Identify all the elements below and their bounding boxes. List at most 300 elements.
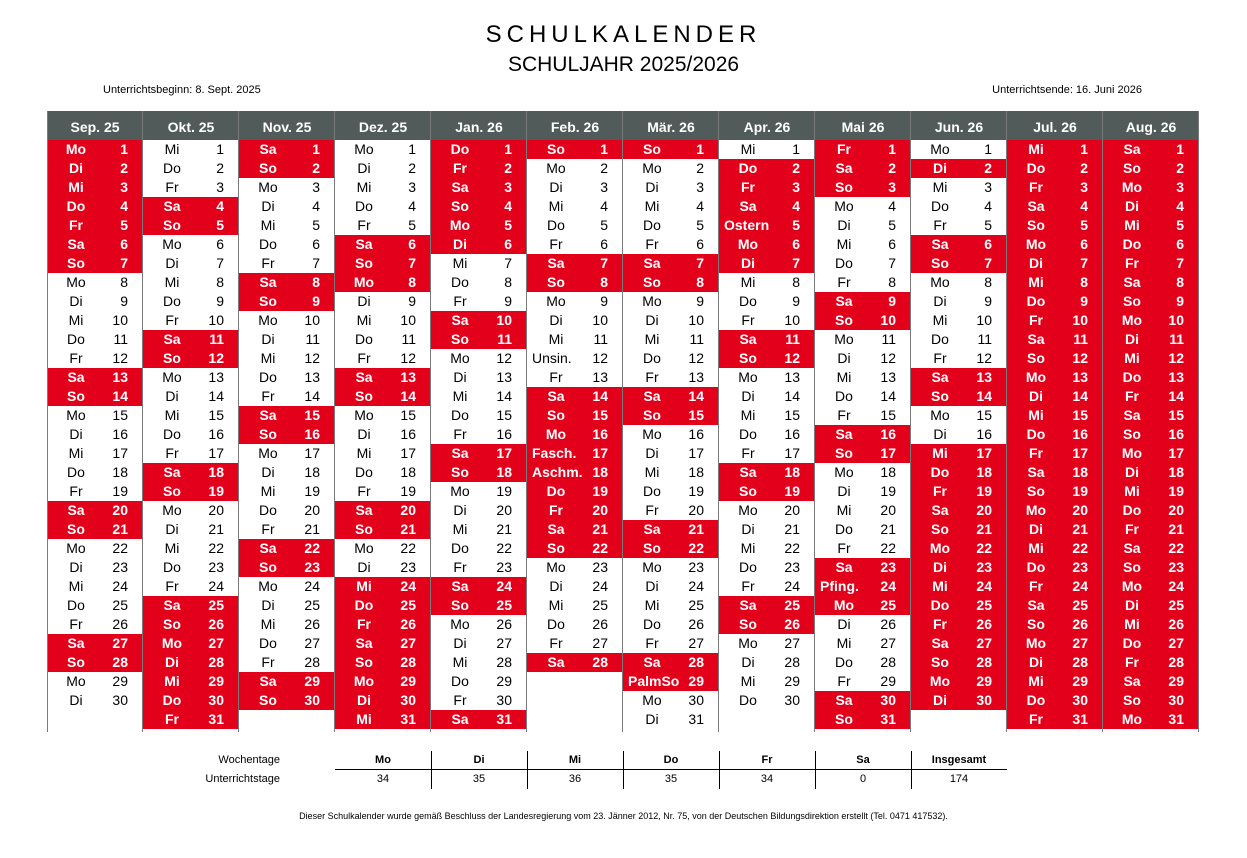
school-day-row: [239, 463, 335, 482]
school-day-row: [47, 539, 143, 558]
holiday-day-row: [1103, 634, 1199, 653]
weekday-label: Di: [1029, 521, 1043, 537]
weekday-label: Do: [259, 236, 277, 252]
day-number: 22: [112, 540, 128, 556]
day-number: 6: [696, 236, 704, 252]
school-day-row: [527, 634, 623, 653]
day-number: 26: [400, 616, 416, 632]
holiday-day-row: [431, 330, 527, 349]
holiday-day-row: [719, 482, 815, 501]
day-number: 1: [696, 141, 704, 157]
weekday-label: Fr: [1029, 711, 1043, 727]
day-number: 21: [208, 521, 224, 537]
weekday-label: Do: [738, 160, 758, 176]
weekday-label: Fr: [357, 217, 371, 233]
holiday-day-row: [47, 216, 143, 235]
weekday-label: Sa: [67, 236, 85, 252]
school-day-row: [719, 520, 815, 539]
school-day-row: [335, 178, 431, 197]
day-number: 27: [784, 635, 800, 651]
day-number: 27: [304, 635, 320, 651]
weekday-label: Di: [69, 293, 83, 309]
school-day-row: [719, 539, 815, 558]
day-number: 3: [1176, 179, 1184, 195]
weekday-label: So: [835, 445, 853, 461]
day-number: 2: [984, 160, 992, 176]
day-number: 20: [112, 502, 128, 518]
day-number: 24: [592, 578, 608, 594]
day-number: 15: [304, 407, 320, 423]
weekday-label: Do: [162, 692, 182, 708]
day-number: 21: [400, 521, 416, 537]
summary-column: [335, 751, 431, 789]
weekday-label: Sa: [1123, 407, 1141, 423]
holiday-day-row: [335, 672, 431, 691]
holiday-day-row: [815, 140, 911, 159]
holiday-day-row: [335, 615, 431, 634]
weekday-label: Do: [643, 616, 661, 632]
school-day-row: [335, 216, 431, 235]
day-number: 24: [400, 578, 416, 594]
weekday-label: Di: [741, 521, 755, 537]
school-day-row: [431, 425, 527, 444]
weekday-label: Di: [453, 369, 467, 385]
weekday-label: Fr: [645, 236, 659, 252]
weekday-label: Do: [739, 426, 757, 442]
day-number: 24: [208, 578, 224, 594]
weekday-label: Mo: [450, 483, 470, 499]
holiday-day-row: [1103, 368, 1199, 387]
day-number: 2: [312, 160, 320, 176]
weekday-label: Di: [933, 293, 947, 309]
weekday-label: Di: [549, 312, 563, 328]
day-number: 26: [880, 616, 896, 632]
school-day-row: [239, 482, 335, 501]
weekday-label: Mo: [353, 673, 375, 689]
day-number: 22: [1168, 540, 1184, 556]
school-end-date: Unterrichtsende: 16. Juni 2026: [992, 84, 1142, 96]
weekday-label: Mo: [1025, 635, 1047, 651]
weekday-label: Di: [933, 426, 947, 442]
holiday-day-row: [335, 577, 431, 596]
day-number: 27: [208, 635, 224, 651]
holiday-day-row: [335, 501, 431, 520]
holiday-day-row: [719, 197, 815, 216]
weekday-label: Mo: [1121, 445, 1143, 461]
holiday-day-row: [47, 140, 143, 159]
summary-divider: [623, 751, 624, 789]
weekday-label: Fr: [1125, 388, 1139, 404]
holiday-day-row: [239, 425, 335, 444]
holiday-day-row: [815, 425, 911, 444]
weekday-label: Mo: [1025, 502, 1047, 518]
weekday-label: Mi: [356, 578, 372, 594]
day-number: 20: [496, 502, 512, 518]
weekday-label: Sa: [451, 445, 469, 461]
day-number: 10: [784, 312, 800, 328]
holiday-day-row: [719, 254, 815, 273]
summary-header: Do: [623, 751, 719, 770]
day-number: 8: [1176, 274, 1184, 290]
weekday-label: So: [259, 293, 277, 309]
holiday-day-row: [911, 501, 1007, 520]
day-number: 5: [504, 217, 512, 233]
day-number: 16: [784, 426, 800, 442]
weekday-label: Do: [354, 597, 374, 613]
day-number: 6: [600, 236, 608, 252]
holiday-day-row: [527, 463, 623, 482]
school-day-row: [623, 197, 719, 216]
weekday-label: Di: [1125, 464, 1139, 480]
holiday-day-row: [527, 406, 623, 425]
holiday-day-row: [239, 273, 335, 292]
school-day-row: [719, 501, 815, 520]
day-number: 6: [888, 236, 896, 252]
column-divider: [910, 111, 911, 732]
school-day-row: [623, 615, 719, 634]
day-number: 30: [784, 692, 800, 708]
day-number: 3: [504, 179, 512, 195]
weekday-label: Di: [549, 578, 563, 594]
day-number: 23: [688, 559, 704, 575]
holiday-day-row: [1007, 615, 1103, 634]
school-day-row: [143, 235, 239, 254]
weekday-label: Mo: [546, 160, 566, 176]
summary-column: [527, 751, 623, 789]
holiday-day-row: [1103, 577, 1199, 596]
school-day-row: [815, 501, 911, 520]
school-day-row: [431, 406, 527, 425]
day-number: 10: [688, 312, 704, 328]
weekday-label: Mo: [354, 141, 374, 157]
weekday-label: Mi: [1124, 217, 1140, 233]
school-day-row: [527, 558, 623, 577]
weekday-label: So: [931, 388, 949, 404]
school-day-row: [335, 539, 431, 558]
school-day-row: [335, 330, 431, 349]
day-number: 25: [1072, 597, 1088, 613]
holiday-day-row: [47, 159, 143, 178]
day-number: 24: [1072, 578, 1088, 594]
day-number: 9: [408, 293, 416, 309]
school-day-row: [815, 216, 911, 235]
summary-value: 34: [376, 773, 390, 785]
weekday-label: Di: [1029, 388, 1043, 404]
day-number: 11: [497, 331, 512, 347]
holiday-day-row: [1103, 254, 1199, 273]
weekday-label: Do: [450, 141, 470, 157]
weekday-label: Mi: [548, 597, 564, 613]
day-number: 1: [120, 141, 128, 157]
school-day-row: [719, 691, 815, 710]
weekday-label: Mo: [737, 236, 759, 252]
holiday-day-row: [431, 140, 527, 159]
weekday-label: So: [835, 711, 853, 727]
holiday-day-row: [1007, 653, 1103, 672]
day-number: 20: [208, 502, 224, 518]
day-number: 24: [688, 578, 704, 594]
page-subtitle: SCHULJAHR 2025/2026: [507, 53, 740, 76]
weekday-label: So: [451, 331, 469, 347]
day-number: 8: [120, 274, 128, 290]
holiday-day-row: [1007, 691, 1103, 710]
holiday-day-row: [623, 539, 719, 558]
weekday-label: Sa: [931, 502, 949, 518]
day-number: 28: [688, 654, 704, 670]
weekday-label: Mi: [644, 331, 660, 347]
holiday-day-row: [1103, 387, 1199, 406]
day-number: 3: [1080, 179, 1088, 195]
day-number: 26: [784, 616, 800, 632]
holiday-day-row: [911, 235, 1007, 254]
school-day-row: [719, 292, 815, 311]
day-number: 6: [504, 236, 512, 252]
day-number: 29: [400, 673, 416, 689]
weekday-label: Fr: [69, 483, 83, 499]
school-day-row: [719, 558, 815, 577]
school-day-row: [527, 197, 623, 216]
day-number: 6: [312, 236, 320, 252]
holiday-day-row: [143, 672, 239, 691]
day-number: 6: [408, 236, 416, 252]
day-number: 16: [688, 426, 704, 442]
holiday-day-row: [911, 254, 1007, 273]
holiday-day-row: [143, 482, 239, 501]
weekday-label: Di: [933, 692, 947, 708]
weekday-label: Di: [837, 483, 851, 499]
holiday-day-row: [911, 634, 1007, 653]
weekday-label: Mo: [353, 274, 375, 290]
school-day-row: [431, 615, 527, 634]
holiday-day-row: [815, 596, 911, 615]
month-column: [431, 111, 527, 732]
weekday-label: Di: [837, 217, 851, 233]
holiday-day-row: [1007, 387, 1103, 406]
weekday-label: Mi: [452, 521, 468, 537]
day-number: 22: [688, 540, 704, 556]
holiday-day-row: [431, 235, 527, 254]
weekday-label: Fr: [837, 141, 851, 157]
weekday-label: Di: [261, 331, 275, 347]
school-day-row: [335, 140, 431, 159]
day-number: 4: [120, 198, 128, 214]
day-number: 11: [977, 331, 992, 347]
school-day-row: [239, 634, 335, 653]
weekday-label: Sa: [547, 521, 565, 537]
day-number: 29: [1072, 673, 1088, 689]
day-number: 14: [784, 388, 800, 404]
weekday-label: Sa: [1027, 464, 1045, 480]
school-day-row: [143, 444, 239, 463]
school-day-row: [47, 273, 143, 292]
weekday-label: Fr: [453, 559, 467, 575]
weekday-label: Mi: [932, 578, 948, 594]
school-day-row: [143, 387, 239, 406]
summary-divider: [719, 751, 720, 789]
day-number: 29: [784, 673, 800, 689]
day-number: 20: [976, 502, 992, 518]
weekday-label: Sa: [931, 236, 949, 252]
weekday-label: Fr: [165, 445, 179, 461]
day-number: 15: [1168, 407, 1184, 423]
day-number: 4: [1176, 198, 1184, 214]
holiday-day-row: [1103, 691, 1199, 710]
holiday-day-row: [911, 368, 1007, 387]
weekday-label: Do: [67, 597, 85, 613]
day-number: 2: [216, 160, 224, 176]
day-number: 17: [1072, 445, 1088, 461]
school-day-row: [335, 197, 431, 216]
weekday-label: Fr: [165, 179, 179, 195]
day-number: 12: [976, 350, 992, 366]
school-day-row: [719, 653, 815, 672]
day-number: 3: [696, 179, 704, 195]
day-number: 14: [304, 388, 320, 404]
weekday-label: Fr: [1125, 255, 1139, 271]
school-day-row: [47, 330, 143, 349]
school-day-row: [815, 197, 911, 216]
weekday-label: Mi: [836, 502, 852, 518]
weekday-label: Mo: [450, 350, 470, 366]
weekday-label: Do: [930, 464, 950, 480]
weekday-label: Do: [739, 692, 757, 708]
calendar-grid: [47, 111, 1200, 732]
weekday-label: Fr: [549, 236, 563, 252]
day-number: 12: [592, 350, 608, 366]
day-number: 14: [1072, 388, 1088, 404]
school-day-row: [47, 349, 143, 368]
day-number: 7: [120, 255, 128, 271]
day-number: 31: [880, 711, 896, 727]
weekday-label: Sa: [643, 521, 661, 537]
weekday-label: Fr: [453, 160, 467, 176]
month-header: Mär. 26: [623, 111, 719, 140]
month-header: Apr. 26: [719, 111, 815, 140]
holiday-day-row: [527, 254, 623, 273]
summary-value: 35: [664, 773, 678, 785]
weekday-label: Do: [835, 388, 853, 404]
summary-value: 174: [949, 773, 969, 785]
column-divider: [526, 111, 527, 732]
day-number: 15: [592, 407, 608, 423]
day-number: 15: [1072, 407, 1088, 423]
day-number: 17: [112, 445, 128, 461]
weekday-label: Mo: [1025, 236, 1047, 252]
school-day-row: [239, 501, 335, 520]
weekday-label: Di: [645, 578, 659, 594]
holiday-day-row: [431, 311, 527, 330]
day-number: 3: [792, 179, 800, 195]
weekday-label: Mi: [932, 445, 948, 461]
school-day-row: [911, 349, 1007, 368]
month-column: [815, 111, 911, 732]
holiday-day-row: [1103, 311, 1199, 330]
day-number: 30: [496, 692, 512, 708]
day-number: 24: [304, 578, 320, 594]
school-day-row: [815, 254, 911, 273]
school-day-row: [911, 140, 1007, 159]
school-day-row: [815, 653, 911, 672]
day-number: 1: [888, 141, 896, 157]
weekday-label: Aschm.: [532, 464, 583, 480]
summary-header: Fr: [719, 751, 815, 770]
weekday-label: Sa: [163, 198, 181, 214]
weekday-label: Mo: [354, 540, 374, 556]
school-day-row: [623, 634, 719, 653]
holiday-day-row: [239, 539, 335, 558]
day-number: 6: [216, 236, 224, 252]
weekday-label: Do: [1122, 635, 1142, 651]
day-number: 7: [312, 255, 320, 271]
day-number: 5: [600, 217, 608, 233]
weekday-label: Mo: [929, 540, 951, 556]
weekday-label: Mo: [162, 502, 182, 518]
day-number: 17: [208, 445, 224, 461]
day-number: 18: [400, 464, 416, 480]
school-day-row: [143, 501, 239, 520]
month-column: [335, 111, 431, 732]
holiday-day-row: [47, 653, 143, 672]
holiday-day-row: [911, 520, 1007, 539]
school-day-row: [911, 292, 1007, 311]
weekday-label: Sa: [259, 141, 277, 157]
day-number: 8: [504, 274, 512, 290]
weekday-label: Mi: [356, 711, 372, 727]
column-divider: [142, 111, 143, 732]
weekday-label: Sa: [835, 559, 853, 575]
holiday-day-row: [143, 615, 239, 634]
day-number: 10: [400, 312, 416, 328]
holiday-day-row: [1103, 463, 1199, 482]
weekday-label: So: [547, 540, 565, 556]
day-number: 18: [784, 464, 800, 480]
day-number: 30: [112, 692, 128, 708]
school-day-row: [815, 463, 911, 482]
weekday-label: Di: [69, 692, 83, 708]
day-number: 22: [1072, 540, 1088, 556]
school-day-row: [623, 596, 719, 615]
holiday-day-row: [719, 615, 815, 634]
weekday-label: Mi: [164, 274, 180, 290]
day-number: 25: [208, 597, 224, 613]
weekday-label: Mi: [260, 616, 276, 632]
day-number: 25: [976, 597, 992, 613]
holiday-day-row: [815, 311, 911, 330]
summary-divider: [431, 751, 432, 789]
day-number: 26: [304, 616, 320, 632]
school-day-row: [47, 463, 143, 482]
day-number: 17: [880, 445, 896, 461]
school-day-row: [47, 596, 143, 615]
day-number: 14: [688, 388, 704, 404]
summary-divider: [911, 751, 912, 789]
weekday-label: Sa: [643, 654, 661, 670]
weekday-label: Mi: [548, 331, 564, 347]
weekday-label: Sa: [67, 369, 85, 385]
school-day-row: [719, 140, 815, 159]
holiday-day-row: [623, 653, 719, 672]
day-number: 24: [784, 578, 800, 594]
weekday-label: Di: [69, 559, 83, 575]
school-day-row: [47, 691, 143, 710]
day-number: 12: [1168, 350, 1184, 366]
school-day-row: [431, 539, 527, 558]
holiday-day-row: [431, 444, 527, 463]
day-number: 17: [400, 445, 416, 461]
day-number: 10: [112, 312, 128, 328]
weekday-label: Do: [835, 521, 853, 537]
month-header: Feb. 26: [527, 111, 623, 140]
